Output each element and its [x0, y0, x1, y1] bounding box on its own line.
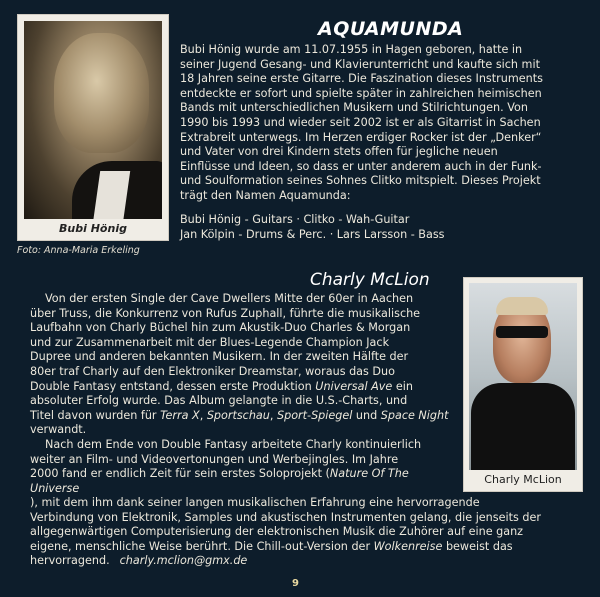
bio-line: trägt den Namen Aquamunda: [180, 188, 351, 202]
photo-charly-mclion [463, 277, 583, 492]
portrait-image [469, 283, 577, 470]
bio-line: und Soulformation seines Sohnes Clitko mitspielt. Dieses Projekt [180, 174, 541, 188]
bio-line: 1990 bis 1993 und wieder seit 2002 ist er als Gitarrist in Sachen [180, 115, 541, 129]
lineup-line: Bubi Hönig - Guitars · Clitko - Wah-Guitar [180, 213, 410, 226]
bio-line: Von der ersten Single der Cave Dwellers Mitte der 60er in Aachen [45, 292, 414, 305]
bio-line: ), mit dem ihm dank seiner langen musikalischen Erfahrung eine hervorragende [30, 496, 480, 509]
bio-line: Dupree und anderen bekannten Musikern. In der zweiten Hälfte der [30, 350, 409, 364]
bio-line: über Truss, die Konkurrenz von Rufus Zuphall, führte die musikalische [30, 306, 421, 320]
bio-line: Laufbahn von Charly Büchel hin zum Akustik-Duo Charles & Morgan [30, 321, 411, 335]
album-title: Nature Of The Universe [30, 467, 409, 495]
bio-line: Verbindung von Elektronik, Samples und akustischen Instrumenten gelang, die jenseits der [30, 510, 541, 524]
bio-line: Bands mit unterschiedlichen Musikern und Stilrichtungen. Von [180, 101, 528, 115]
bio-charly-paragraph-2 [30, 438, 455, 496]
bio-line: Extrabreit unterwegs. Im Herzen erdiger Rocker ist der „Denker“ [180, 130, 542, 144]
photo-caption: Charly McLion [484, 473, 562, 486]
tv-title: Sport-Spiegel [277, 408, 353, 422]
bio-line: und Vater von drei Kindern stets offen für jegliche neuen [180, 145, 498, 159]
bio-line: Nach dem Ende von Double Fantasy arbeitete Charly kontinuierlich [45, 438, 422, 451]
bio-aquamunda [180, 43, 585, 204]
bio-line: und zur Zusammenarbeit mit der Blues-Legende Champion Jack [30, 335, 390, 349]
section-title-charly-mclion: Charly McLion [310, 270, 430, 290]
photo-caption: Bubi Hönig [59, 222, 127, 235]
tv-title: Sportschau [206, 408, 270, 422]
bio-line: entdeckte er sofort und spielte später in zahlreichen heimischen [180, 86, 542, 100]
photo-credit: Foto: Anna-Maria Erkeling [17, 245, 140, 256]
email-link[interactable]: charly.mclion@gmx.de [119, 554, 248, 568]
bio-line: allgegenwärtigen Computerisierung der elektronischen Musik die Zuhörer auf eine ganz [30, 525, 524, 539]
album-title: Universal Ave [315, 379, 393, 393]
tv-title: Space Night [380, 408, 449, 422]
tv-title: Terra X [160, 408, 200, 422]
bio-line: weiter an Film- und Videovertonungen und Werbejingles. Im Jahre [30, 452, 399, 466]
bio-line: hervorragend. charly.mclion@gmx.de [30, 554, 248, 568]
track-title: Wolkenreise [373, 539, 443, 553]
bio-line: Double Fantasy entstand, dessen erste Produktion Universal Ave ein [30, 379, 413, 393]
bio-line: 18 Jahren seine erste Gitarre. Die Faszination dieses Instruments [180, 72, 543, 86]
bio-line: 80er traf Charly auf den Elektroniker Dreamstar, woraus das Duo [30, 364, 395, 378]
bio-line: eigene, menschliche Weise berührt. Die Chill-out-Version der Wolkenreise beweist das [30, 539, 513, 553]
bio-charly-paragraph-1 [30, 292, 455, 438]
bio-line: Bubi Hönig wurde am 11.07.1955 in Hagen geboren, hatte in [180, 43, 523, 56]
bio-line: 2000 fand er endlich Zeit für sein erstes Soloprojekt (Nature Of The Universe [30, 467, 409, 495]
portrait-image [24, 21, 162, 219]
bio-line: Einflüsse und Ideen, so dass er unter anderem auch in der Funk- [180, 159, 542, 173]
band-lineup [180, 212, 585, 242]
photo-bubi-hoenig [17, 14, 169, 241]
bio-charly-paragraph-2-cont [30, 496, 585, 569]
section-title-aquamunda: AQUAMUNDA [318, 18, 464, 40]
lineup-line: Jan Kölpin - Drums & Perc. · Lars Larsson - Bass [180, 228, 445, 241]
bio-line: absoluter Erfolg wurde. Das Album gelangte in die U.S.-Charts, und [30, 394, 408, 408]
page-number: 9 [292, 578, 299, 589]
bio-line: seiner Jugend Gesang- und Klavierunterricht und kaufte sich mit [180, 57, 540, 71]
bio-line: Titel davon wurden für Terra X, Sportschau, Sport-Spiegel und Space Night verwandt. [30, 408, 449, 437]
